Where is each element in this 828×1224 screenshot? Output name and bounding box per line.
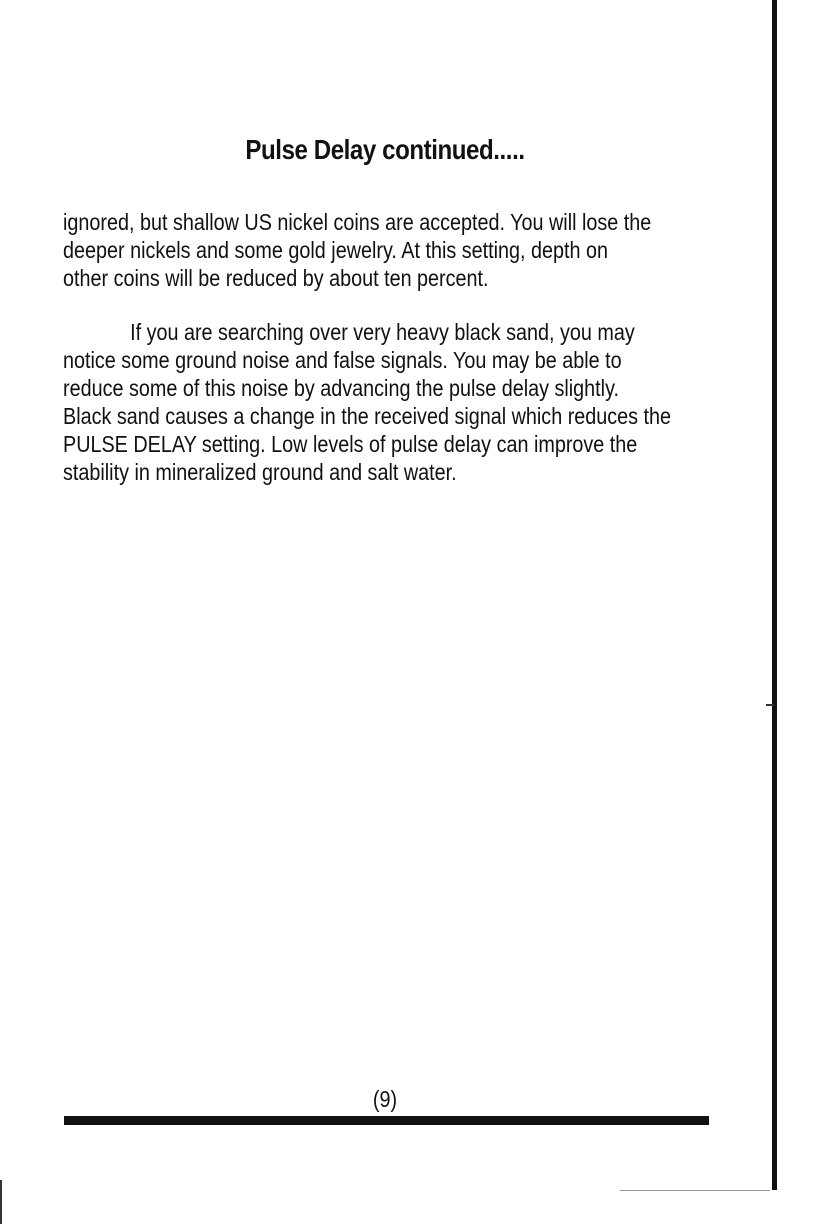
paragraph-line: deeper nickels and some gold jewelry. At this setting, depth on xyxy=(63,237,609,263)
scan-mark xyxy=(766,704,774,706)
scan-mark-left xyxy=(0,1180,2,1224)
page-number: (9) xyxy=(372,1086,398,1112)
paragraph-line: Black sand causes a change in the received signal which reduces the xyxy=(63,403,672,429)
scan-line xyxy=(620,1190,770,1191)
page-edge-shadow xyxy=(772,0,777,1190)
paragraph-line: ignored, but shallow US nickel coins are accepted. You will lose the xyxy=(63,209,652,235)
page-heading: Pulse Delay continued..... xyxy=(245,134,525,165)
paragraph-line: other coins will be reduced by about ten percent. xyxy=(63,265,489,291)
paragraph-line: If you are searching over very heavy black sand, you may xyxy=(130,319,635,345)
paragraph-line: PULSE DELAY setting. Low levels of pulse delay can improve the xyxy=(63,431,638,457)
paragraph-line: stability in mineralized ground and salt water. xyxy=(63,459,457,485)
paragraph-line: reduce some of this noise by advancing the pulse delay slightly. xyxy=(63,375,620,401)
footer-rule xyxy=(64,1116,709,1125)
paragraph-2 xyxy=(63,318,699,486)
paragraph-line: notice some ground noise and false signals. You may be able to xyxy=(63,347,622,373)
paragraph-1 xyxy=(63,208,699,292)
